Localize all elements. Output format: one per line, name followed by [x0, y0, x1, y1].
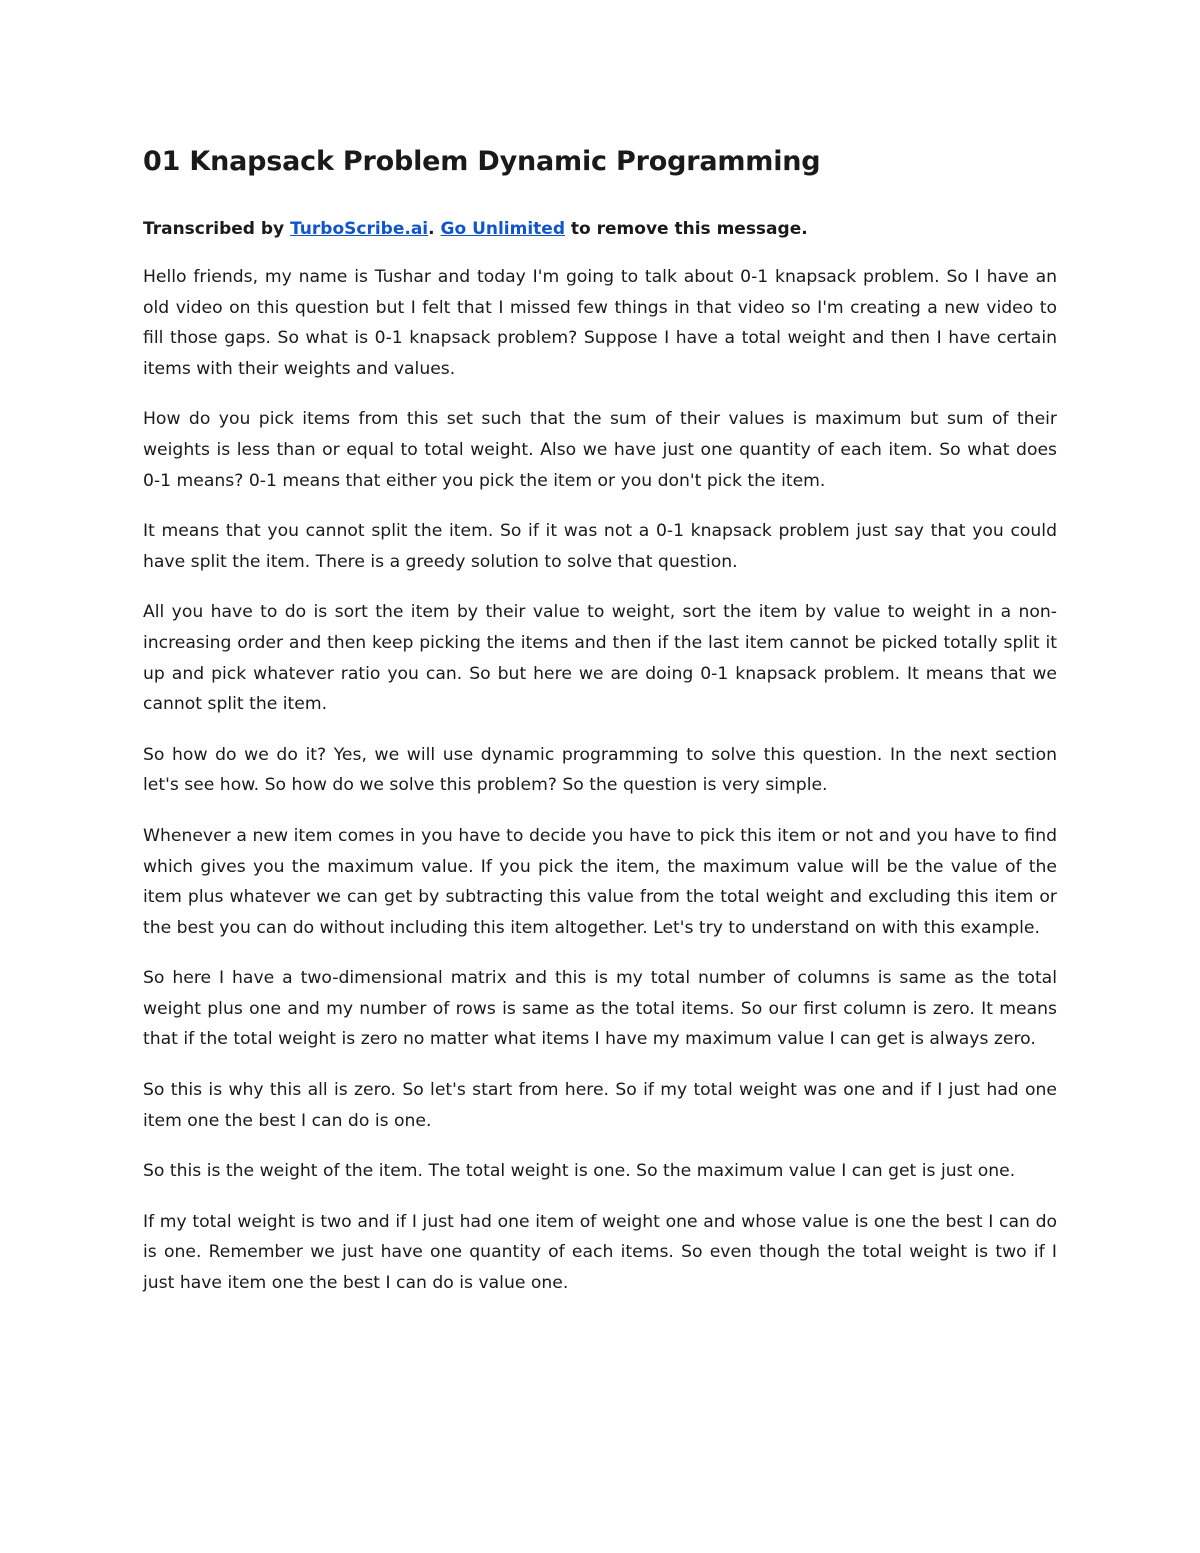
paragraph-7: So here I have a two-dimensional matrix and this is my total number of columns is same as the total weight plus one and my number of rows is same as the total items. So our first column is zero. It means that if the total weight is zero no matter what items I have my maximum value I can get is always zero. [143, 968, 1057, 1050]
paragraph-8: So this is why this all is zero. So let's start from here. So if my total weight was one and if I just had one item one the best I can do is one. [143, 1080, 1057, 1131]
paragraph-3: It means that you cannot split the item. So if it was not a 0-1 knapsack problem just say that you could have split the item. There is a greedy solution to solve that question. [143, 521, 1057, 572]
banner-separator: . [428, 219, 441, 239]
go-unlimited-link[interactable]: Go Unlimited [440, 219, 565, 239]
paragraph-10: If my total weight is two and if I just had one item of weight one and whose value is one the best I can do is one. Remember we just have one quantity of each items. So even though the total weight is two if I just have item one the best I can do is value one. [143, 1211, 1057, 1294]
document-title: 01 Knapsack Problem Dynamic Programming [143, 146, 821, 177]
paragraph-4: All you have to do is sort the item by their value to weight, sort the item by value to weight in a non-increasing order and then keep picking the items and then if the last item cannot be picked totally split it up and pick whatever ratio you can. So but here we are doing 0-1 knapsack problem. It means that we cannot split the item. [143, 602, 1057, 715]
paragraph-5: So how do we do it? Yes, we will use dynamic programming to solve this question. In the next section let's see how. So how do we solve this problem? So the question is very simple. [143, 744, 1057, 796]
paragraph-2: How do you pick items from this set such that the sum of their values is maximum but sum of their weights is less than or equal to total weight. Also we have just one quantity of each item. So what does 0-1 means? 0-1 means that either you pick the item or you don't pick the item. [143, 409, 1057, 491]
banner-suffix: to remove this message. [565, 219, 808, 239]
paragraph-6: Whenever a new item comes in you have to decide you have to pick this item or not and you have to find which gives you the maximum value. If you pick the item, the maximum value will be the value of the item plus whatever we can get by subtracting this value from the total weight and excluding this item or the best you can do without including this item altogether. Let's try to understand on with this example. [143, 825, 1057, 938]
paragraph-9: So this is the weight of the item. The total weight is one. So the maximum value I can get is just one. [143, 1161, 1016, 1182]
document-page [143, 140, 1057, 1319]
transcription-banner [143, 214, 1057, 244]
turboscribe-link[interactable]: TurboScribe.ai [290, 219, 429, 239]
paragraph-1: Hello friends, my name is Tushar and today I'm going to talk about 0-1 knapsack problem. So I have an old video on this question but I felt that I missed few things in that video so I'm creating a new video to fill those gaps. So what is 0-1 knapsack problem? Suppose I have a total weight and then I have certain items with their weights and values. [143, 267, 1057, 379]
banner-prefix: Transcribed by [143, 219, 291, 239]
